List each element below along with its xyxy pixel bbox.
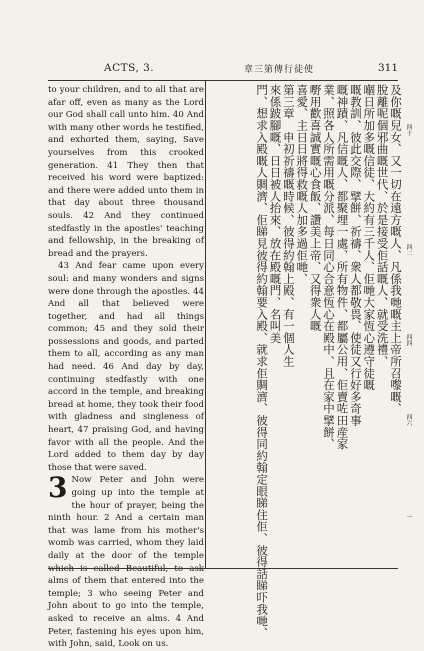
chinese-running-title: 章三第傳行徒使 (244, 64, 315, 75)
chinese-text-column (207, 84, 403, 639)
margin-note: 四十 (405, 124, 412, 136)
chapter-number-dropcap: 3 (48, 471, 68, 505)
margin-note: 一 (405, 514, 412, 520)
bottom-rule (48, 568, 398, 569)
top-rule (48, 80, 398, 81)
margin-note: 四二 (405, 244, 412, 256)
chinese-column: 嘢用歡喜誠實嘅心食飯、讚美上帝、又得衆人嘅 (308, 84, 323, 332)
book-reference: ACTS, 3. (104, 62, 155, 74)
chinese-column: 門、想求入殿嘅人賙濟、佢睇見彼得約翰要入殿、就求佢賙濟、彼得同約翰定眼睇住佢、彼得話睇吓我哋、 (255, 84, 270, 639)
chinese-column: 來係跛腳嘅、日日被人抬來、放在殿嘅門、名叫美 (268, 84, 283, 344)
chinese-column: 脫離呢個邪曲嘅世代、於是接受佢話嘅人、就受洗禮、 (375, 84, 390, 368)
chinese-column: 喜愛、主日日將得救嘅人加多過佢哋、 (295, 84, 310, 285)
margin-note: 四四 (405, 334, 412, 346)
margin-note: 四六 (405, 414, 412, 426)
page-number: 311 (377, 62, 398, 74)
english-paragraph-2: 43 And fear came upon every soul: and many wonders and signs were done through the apostles. 44 And all that believed were together, and had all things common; 45 and they sold their possessions and goods, and parted them to all, according as any man had need. 46 And day by day, continuing stedfastly with one accord in the temple, and breaking bread at home, they took their food with gladness and singleness of heart, 47 praising God, and having favor with all the people. And the Lord added to them day by day those that were saved. (48, 261, 204, 473)
chinese-column: 嘅教訓、彼此交際、擘餅、祈禱、衆人都敬畏、使徒又行好多奇事 (348, 84, 363, 427)
chinese-column: 嗰日所加多嘅信徒、大約有三千人、佢哋大家恆心遵守徒嘅 (362, 84, 377, 391)
chapter-3-paragraph (48, 471, 204, 650)
verse-margin-notes (404, 84, 416, 564)
chinese-column: 業、照各人所需用嘅分派、每日同心合意恆心在殿中、且在家中擘餅、 (322, 84, 337, 450)
english-text-column (48, 84, 204, 650)
running-header (48, 58, 398, 78)
chinese-column: 嘅神蹟、凡信嘅人、都聚埋一處、所有物件、都屬公用、佢賣咗田産家 (335, 84, 350, 450)
english-paragraph-1: to your children, and to all that are afar off, even as many as the Lord our God shall call unto him. 40 And with many other words he testified, and exhorted them, saying, Save yourselves from this crooked generation. 41 They then that received his word were baptized: and there were added unto them in that day about three thousand souls. 42 And they continued stedfastly in the apostles' teaching and fellowship, in the breaking of bread and the prayers. (48, 85, 204, 259)
chinese-column: 及你嘅兒女、又一切在遠方嘅人、凡係我哋嘅主上帝所召嚟嘅、 (389, 84, 403, 415)
chapter-3-text: Now Peter and John were going up into the temple at the hour of prayer, being the ninth hour. 2 And a certain man that was lame from his mother's womb was carried, whom they laid daily at the door of the temple which is called Beautiful, to ask alms of them that entered into the temple; 3 who seeing Peter and John about to go into the temple, asked to receive an alms. 4 And Peter, fastening his eyes upon him, with John, said, Look on us. (48, 475, 204, 650)
column-divider (205, 80, 206, 568)
chinese-column: 第三章 申初祈禱嘅時候、彼得約翰上殿、有一個人生 (281, 84, 296, 368)
